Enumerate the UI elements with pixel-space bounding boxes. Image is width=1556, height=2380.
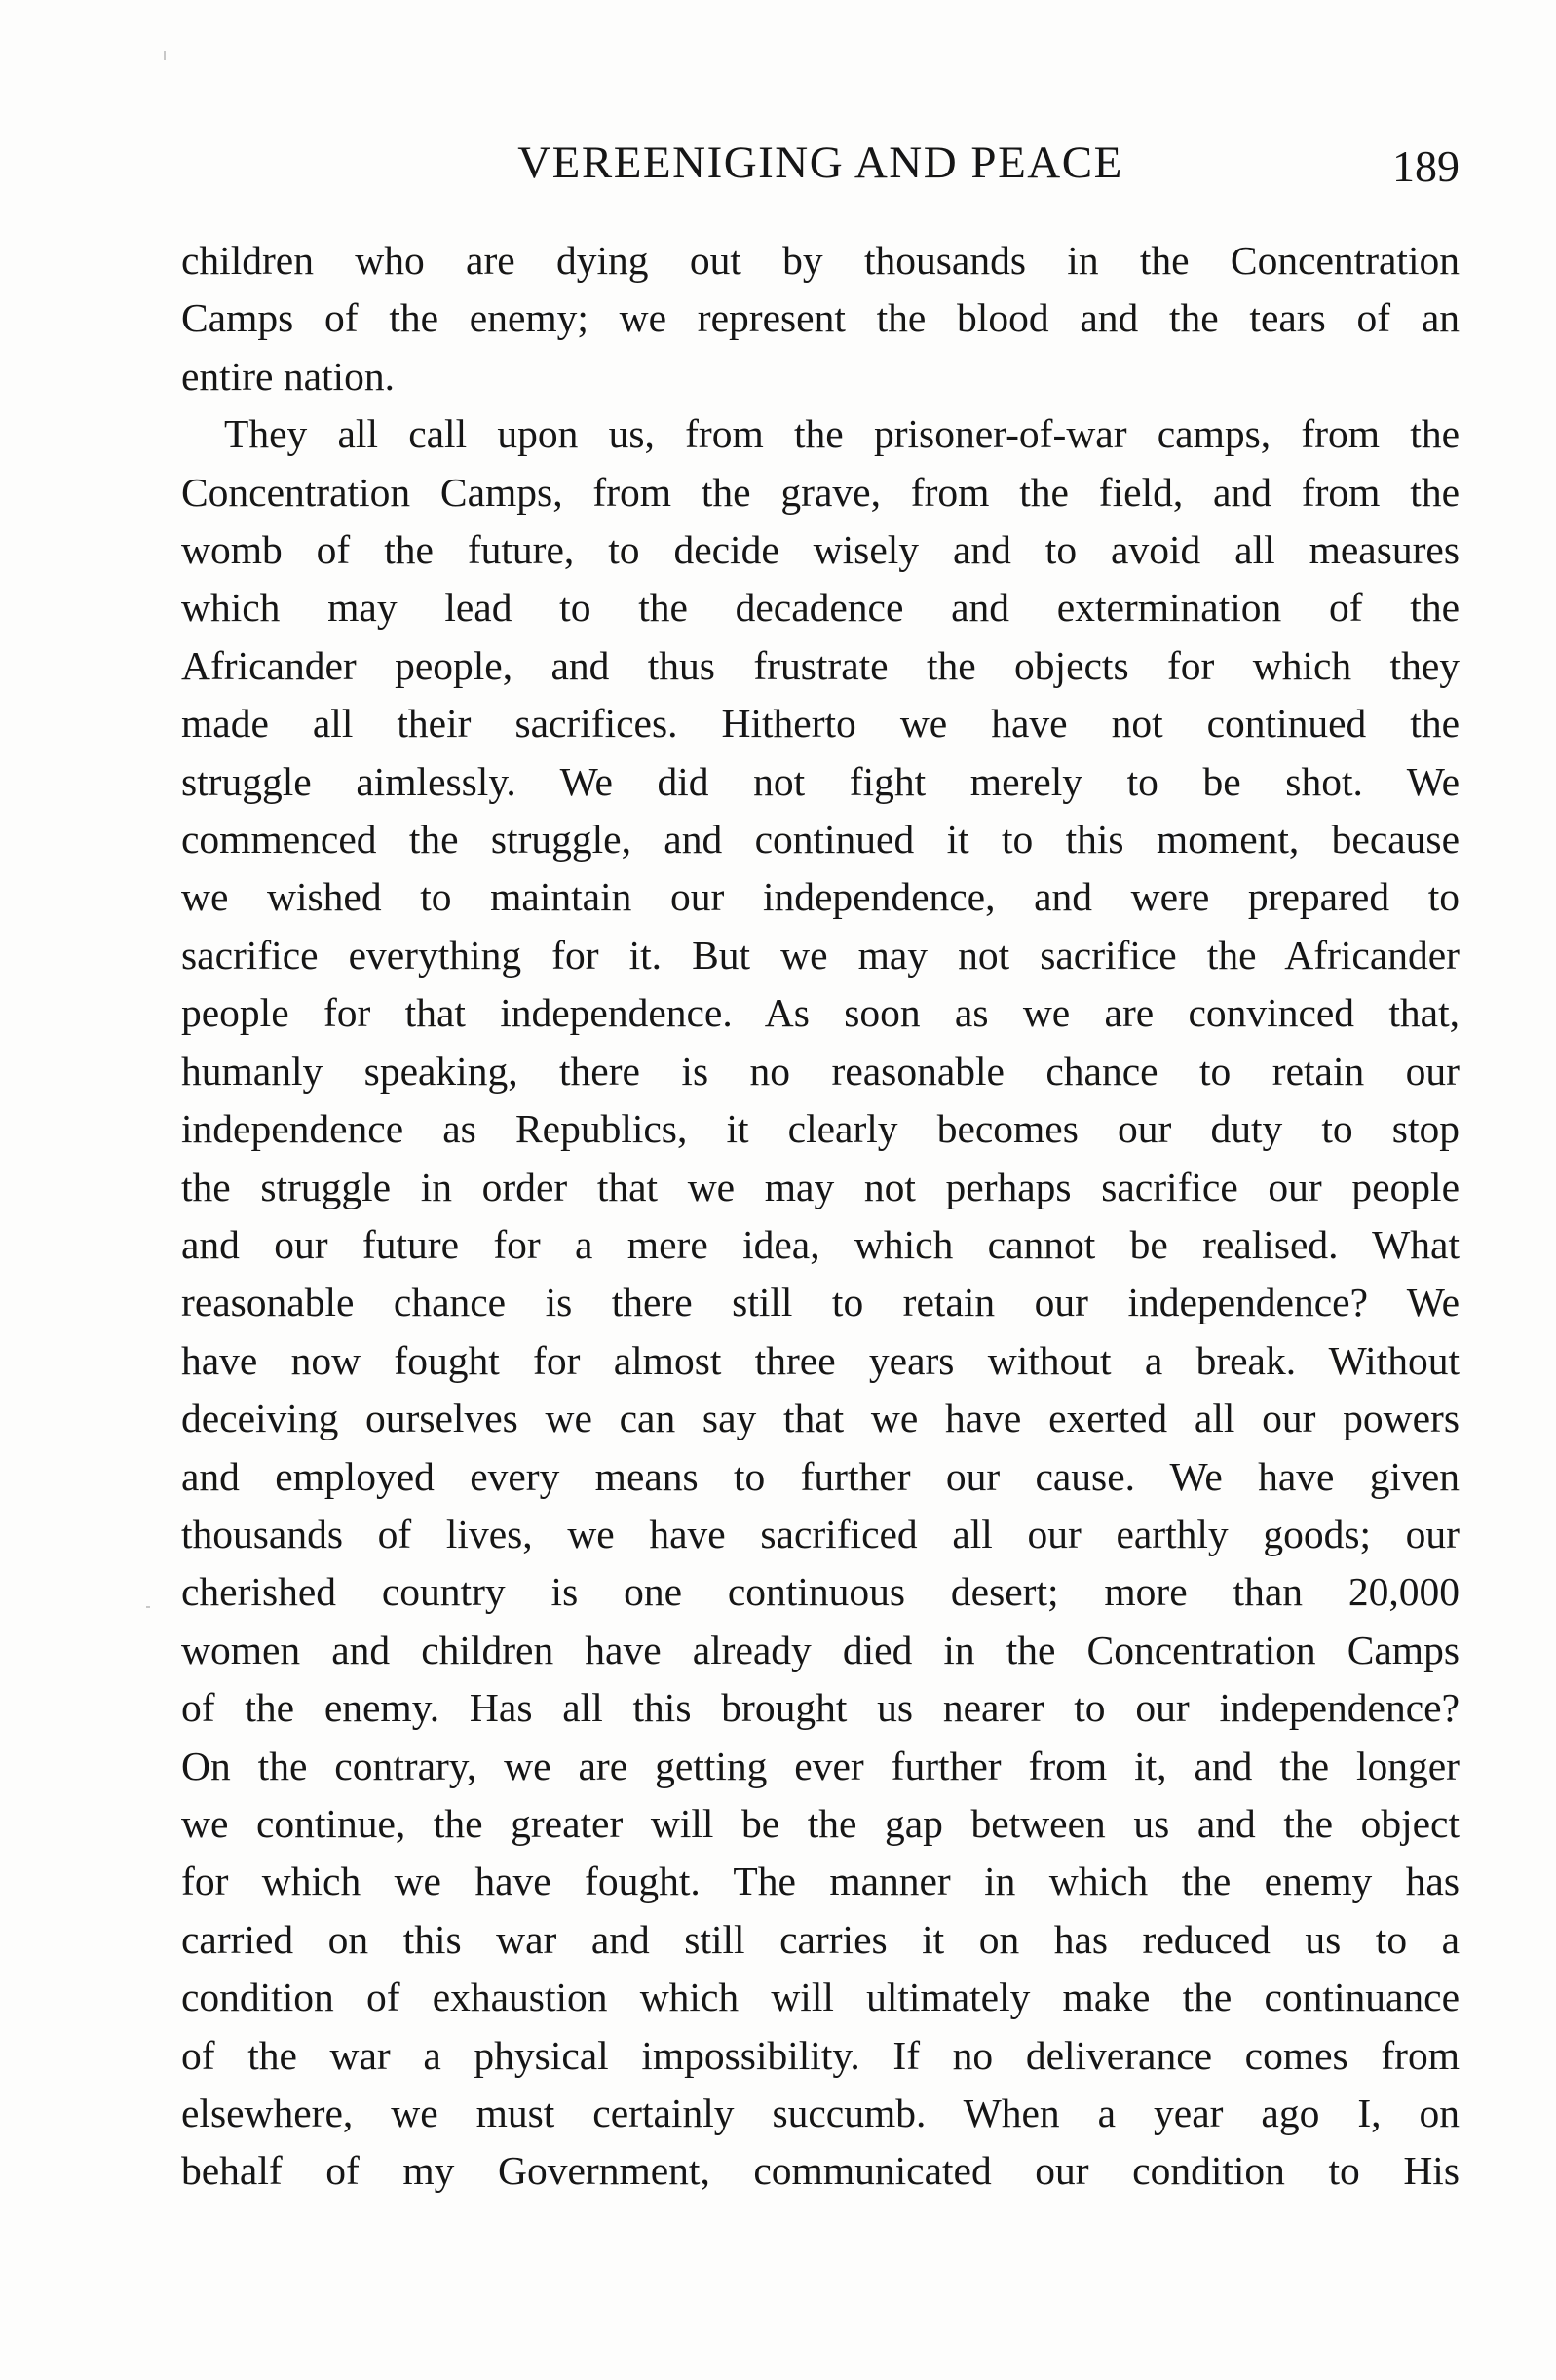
text-line: of the enemy. Has all this brought us nearer to our independence? — [181, 1685, 1460, 1731]
text-line: the struggle in order that we may not perhaps sacrifice our people — [181, 1164, 1460, 1209]
text-line: humanly speaking, there is no reasonable chance to retain our — [181, 1048, 1460, 1094]
text-line: Camps of the enemy; we represent the blood and the tears of an — [181, 295, 1460, 341]
text-line: Concentration Camps, from the grave, from the field, and from the — [181, 469, 1460, 515]
text-line: for which we have fought. The manner in which the enemy has — [181, 1859, 1460, 1904]
text-line: sacrifice everything for it. But we may not sacrifice the Africander — [181, 932, 1460, 978]
page-number: 189 — [1392, 141, 1460, 191]
text-line: struggle aimlessly. We did not fight merely to be shot. We — [181, 758, 1460, 804]
text-line: carried on this war and still carries it on has reduced us to a — [181, 1916, 1460, 1962]
scan-speck — [146, 1606, 150, 1608]
text-line: we continue, the greater will be the gap between us and the object — [181, 1800, 1460, 1846]
text-line: womb of the future, to decide wisely and to avoid all measures — [181, 527, 1460, 573]
text-line: entire nation. — [181, 353, 395, 399]
text-line: children who are dying out by thousands in the Concentration — [181, 238, 1460, 283]
text-line: deceiving ourselves we can say that we have exerted all our powers — [181, 1396, 1460, 1441]
text-line: which may lead to the decadence and extermination of the — [181, 585, 1460, 631]
text-line: On the contrary, we are getting ever further from it, and the longer — [181, 1743, 1460, 1788]
text-line: thousands of lives, we have sacrificed all our earthly goods; our — [181, 1511, 1460, 1556]
text-line: commenced the struggle, and continued it to this moment, because — [181, 817, 1460, 863]
text-line: They all call upon us, from the prisoner-of-war camps, from the — [224, 411, 1460, 457]
text-line: behalf of my Government, communicated our condition to His — [181, 2148, 1460, 2194]
text-line: of the war a physical impossibility. If no deliverance comes from — [181, 2032, 1460, 2078]
text-line: people for that independence. As soon as we are convinced that, — [181, 990, 1460, 1036]
text-line: reasonable chance is there still to retain our independence? We — [181, 1280, 1460, 1325]
running-head — [181, 129, 1460, 197]
text-line: elsewhere, we must certainly succumb. When a year ago I, on — [181, 2091, 1460, 2135]
text-line: cherished country is one continuous desert; more than 20,000 — [181, 1569, 1460, 1615]
scan-speck — [164, 51, 166, 60]
text-line: we wished to maintain our independence, and were prepared to — [181, 874, 1460, 920]
text-line: and our future for a mere idea, which cannot be realised. What — [181, 1221, 1460, 1267]
text-line: condition of exhaustion which will ultimately make the continuance — [181, 1975, 1460, 2020]
text-line: made all their sacrifices. Hitherto we have not continued the — [181, 701, 1460, 747]
text-line: have now fought for almost three years without a break. Without — [181, 1337, 1460, 1383]
text-line: and employed every means to further our cause. We have given — [181, 1453, 1460, 1499]
text-line: independence as Republics, it clearly becomes our duty to stop — [181, 1106, 1460, 1152]
body-text — [181, 232, 1460, 2201]
text-line: Africander people, and thus frustrate the objects for which they — [181, 642, 1460, 688]
text-line: women and children have already died in the Concentration Camps — [181, 1627, 1460, 1672]
running-title: VEREENIGING AND PEACE — [517, 137, 1123, 188]
